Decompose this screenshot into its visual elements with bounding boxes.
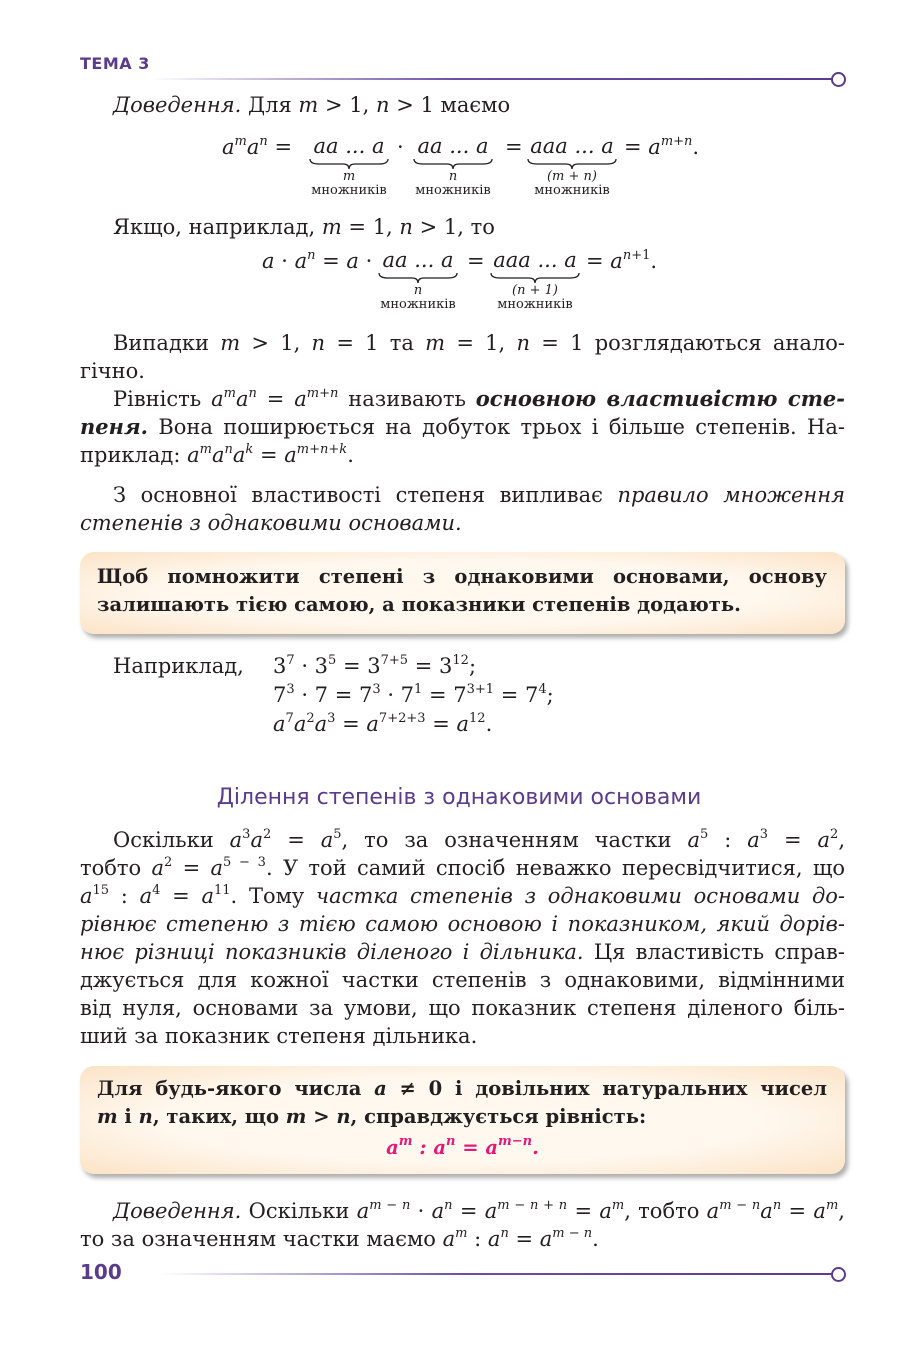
group2-label: множників [415, 183, 491, 198]
proof1-text: Для m > 1, n > 1 маємо [248, 93, 511, 117]
formula2-group2 [487, 248, 583, 312]
example-line2: $7^3 \cdot 7 = 7^3 \cdot 7^1 = 7^{3+1} = 7^4$; [273, 682, 554, 707]
formula1-group2 [410, 134, 496, 198]
group2-count: n [448, 169, 458, 184]
rule2-formula: $a^m$ : $a^n = a^{m-n}$. [386, 1134, 539, 1159]
section-heading: Ділення степенів з однаковими основами [216, 785, 702, 810]
topic-label: ТЕМА 3 [80, 54, 150, 73]
formula2-rhs: = $a^{n+1}$. [586, 248, 658, 273]
group3-label: множників [534, 183, 610, 198]
header-divider-end-icon [831, 72, 846, 87]
group2-count: (n + 1) [512, 283, 558, 298]
division-line6: джується для кожної частки степенів з однаковими, відмінними [80, 968, 845, 992]
page-number: 100 [80, 1260, 122, 1284]
formula1-lhs: $a^ma^n$ = [222, 134, 293, 159]
property-paragraph-line2 [80, 414, 845, 440]
term-main-property: основною властивістю сте- [475, 386, 846, 411]
rule-intro-term: правило множення [617, 483, 845, 507]
property-paragraph-line1: Рівність $a^ma^n = a^{m+n}$ називають основною властивістю сте- [113, 386, 846, 411]
group1-text: aa ... a [382, 248, 454, 272]
division-line3: $a^{15}$ : $a^4 = a^{11}$. Тому частка степенів з однаковими основами до- [80, 883, 845, 908]
formula2-eq: = [467, 249, 485, 273]
proof2-label: Доведення. [113, 1199, 242, 1223]
rule-intro-line2: степенів з однаковими основами. [80, 511, 462, 535]
division-line4: рівнює степеню з тією самою основою і показником, який дорів- [80, 912, 845, 936]
rule1-line2: залишають тією самою, а показники степенів додають. [97, 593, 741, 616]
cases-paragraph-line1: Випадки m > 1, n = 1 та m = 1, n = 1 розглядаються анало- [113, 331, 845, 355]
formula1-group1 [306, 134, 392, 198]
rule-intro-text: З основної властивості степеня випливає [113, 483, 603, 507]
property-paragraph-line3: приклад: $a^ma^na^k = a^{m+n+k}$. [80, 442, 354, 467]
formula2-group1 [375, 248, 461, 312]
example-line3: $a^7a^2a^3 = a^{7+2+3} = a^{12}$. [273, 711, 493, 736]
proof2-line2: то за означенням частки маємо $a^m$ : $a^n = a^{m - n}$. [80, 1226, 599, 1251]
formula1-dot: · [397, 135, 404, 159]
example1-intro: Якщо, наприклад, m = 1, n > 1, то [113, 215, 495, 239]
group1-count: m [342, 169, 356, 184]
examples-label: Наприклад, [113, 654, 244, 678]
property-text: Вона поширюється на добуток трьох і більше степенів. На- [158, 415, 845, 439]
group2-text: aaa ... a [493, 248, 577, 272]
group2-text: aa ... a [417, 134, 489, 158]
rule-box-multiplication [80, 552, 845, 634]
rule-intro-line1 [113, 482, 845, 508]
proof1-label: Доведення. [113, 93, 242, 117]
group1-count: n [413, 283, 423, 298]
division-line1: Оскільки $a^3a^2 = a^5$, то за означенням частки $a^5$ : $a^3 = a^2$, [113, 827, 845, 852]
footer-divider-end-icon [831, 1267, 846, 1282]
division-text: Ця властивість справ- [593, 940, 845, 964]
group1-text: aa ... a [313, 134, 385, 158]
formula1-group3 [524, 134, 620, 198]
group3-count: (m + n) [546, 169, 597, 184]
division-line2: тобто $a^2 = a^{5 - 3}$. У той самий спосіб неважко пересвідчитися, що [80, 855, 846, 880]
division-line5 [80, 939, 845, 965]
formula2-lhs: $a \cdot a^n = a$ · [262, 248, 373, 273]
division-line7: від нуля, основами за умови, що показник степеня діленого біль- [80, 996, 845, 1020]
rule1-line1: Щоб помножити степені з однаковими основами, основу [97, 565, 827, 588]
formula1-eq: = [505, 135, 523, 159]
division-line8: ший за показник степеня дільника. [80, 1024, 478, 1048]
proof2-line1: Доведення. Оскільки $a^{m - n} \cdot a^n = a^{m - n + n} = a^m$, тобто $a^{m - n}a^n = a^m$, [113, 1198, 845, 1223]
example-line1: $3^7 \cdot 3^5 = 3^{7+5} = 3^{12}$; [273, 653, 477, 678]
group1-label: множників [311, 183, 387, 198]
formula1-rhs: = $a^{m+n}$. [624, 134, 700, 159]
rule2-line1: Для будь-якого числа a ≠ 0 і довільних натуральних чисел [97, 1077, 827, 1100]
cases-paragraph-line2: гічно. [80, 359, 145, 383]
group2-label: множників [497, 297, 573, 312]
division-rule-text-end: нює різниці показників діленого і дільника. [80, 940, 584, 964]
rule2-line2: m і n, таких, що m > n, справджується рівність: [97, 1105, 647, 1128]
term-main-property-end: пеня. [80, 414, 148, 439]
rule-box-division [80, 1066, 845, 1174]
header-divider [150, 78, 832, 80]
proof1-intro [113, 92, 510, 118]
division-rule-text: частка степенів з однаковими основами до- [316, 884, 845, 908]
group3-text: aaa ... a [530, 134, 614, 158]
group1-label: множників [380, 297, 456, 312]
footer-divider [160, 1273, 832, 1275]
